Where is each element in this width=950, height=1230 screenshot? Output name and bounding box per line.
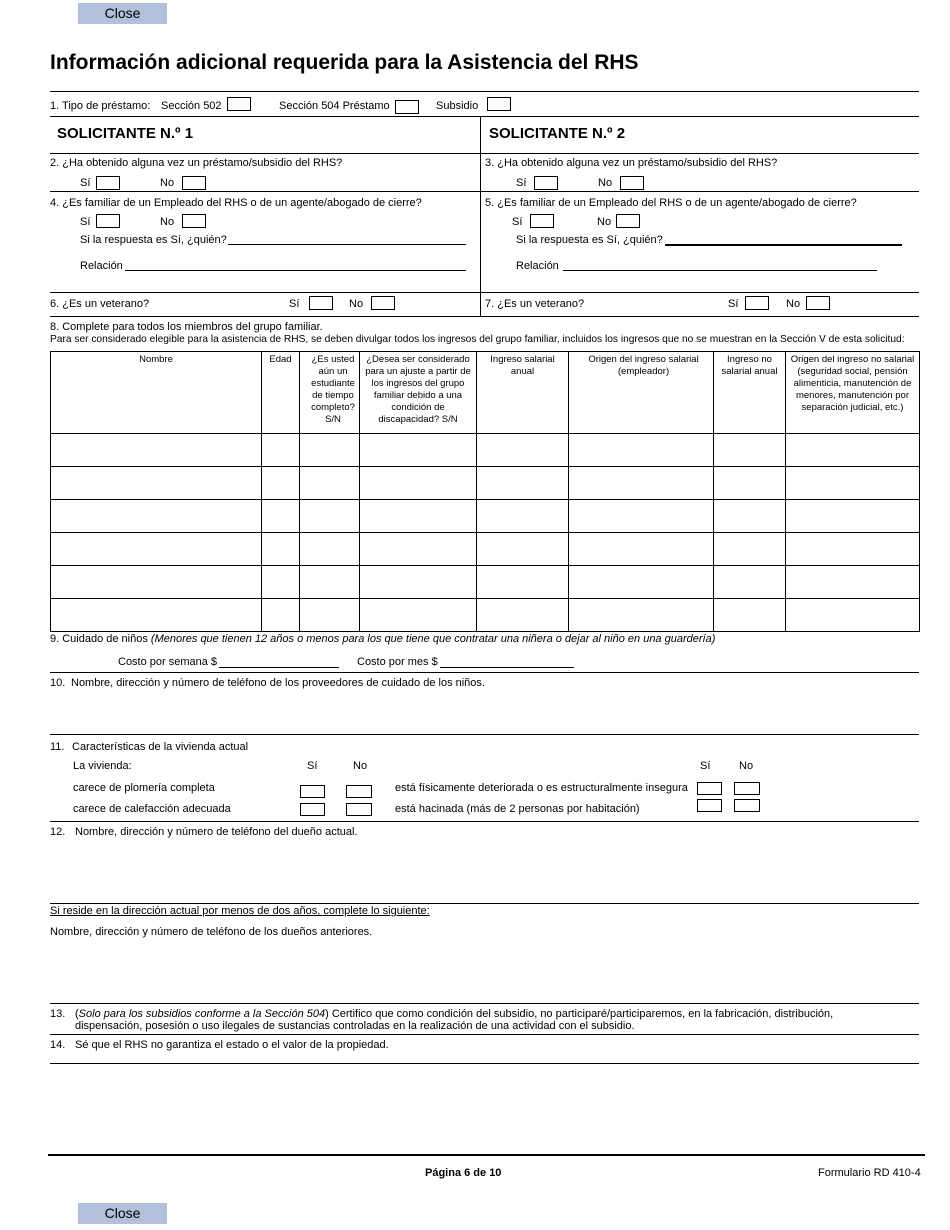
applicant1-header: SOLICITANTE N.º 1: [57, 125, 194, 142]
q4-relation-field[interactable]: [125, 269, 466, 271]
q11-housing-label: La vivienda:: [73, 760, 132, 772]
divider: [50, 191, 919, 192]
q12-note: Si reside en la dirección actual por menos de dos años, complete lo siguiente:: [50, 905, 430, 917]
q11-item3-yes-checkbox[interactable]: [697, 782, 722, 795]
divider: [50, 91, 919, 92]
q3-no-label: No: [598, 177, 613, 189]
divider: [50, 153, 919, 154]
q4-relation-label: Relación: [80, 260, 123, 272]
col-header-age: Edad: [262, 352, 300, 434]
q5-relation-label: Relación: [516, 260, 559, 272]
q5-no-checkbox[interactable]: [616, 214, 640, 228]
q13-line2: dispensación, posesión o uso ilegales de sustancias controladas en la realización de una actividad con el subsidio.: [75, 1020, 635, 1032]
divider: [50, 1034, 919, 1035]
q11-item4-yes-checkbox[interactable]: [697, 799, 722, 812]
q2-yes-label: Sí: [80, 177, 91, 189]
column-divider: [480, 116, 481, 317]
q11-item3-no-checkbox[interactable]: [734, 782, 760, 795]
divider: [50, 292, 919, 293]
q11-item2-yes-checkbox[interactable]: [300, 803, 325, 816]
q2-no-label: No: [160, 177, 175, 189]
divider: [50, 1003, 919, 1004]
q9-label: 9. Cuidado de niños (Menores que tienen 12 años o menos para los que tiene que contratar una niñera o dejar al niño en una guardería): [50, 633, 716, 645]
divider: [50, 903, 919, 904]
col-header-wage-income: Ingreso salarial anual: [477, 352, 569, 434]
q7-label: 7. ¿Es un veterano?: [485, 298, 585, 310]
q5-yes-label: Sí: [512, 216, 523, 228]
q11-item2-label: carece de calefacción adecuada: [73, 803, 231, 815]
q9-month-field[interactable]: [440, 666, 574, 668]
q12-num: 12.: [50, 826, 66, 838]
q9-note: (Menores que tienen 12 años o menos para los que tiene que contratar una niñera o dejar al niño en una guardería): [150, 633, 716, 645]
q11-item1-label: carece de plomería completa: [73, 782, 215, 794]
q1-opt1-label: Sección 502: [161, 100, 222, 112]
q14-label: Sé que el RHS no garantiza el estado o el valor de la propiedad.: [75, 1039, 389, 1051]
q1-opt1-checkbox[interactable]: [227, 97, 251, 111]
divider: [50, 734, 919, 735]
q14-num: 14.: [50, 1039, 66, 1051]
divider: [50, 1063, 919, 1064]
close-button-bottom[interactable]: Close: [78, 1203, 167, 1224]
close-button-top[interactable]: Close: [78, 3, 167, 24]
q1-opt3-label: Subsidio: [436, 100, 479, 112]
q5-label: 5. ¿Es familiar de un Empleado del RHS o de un agente/abogado de cierre?: [485, 197, 857, 209]
q1-opt2-checkbox[interactable]: [395, 100, 419, 114]
q3-label: 3. ¿Ha obtenido alguna vez un préstamo/subsidio del RHS?: [485, 157, 778, 169]
q11-item1-yes-checkbox[interactable]: [300, 785, 325, 798]
q6-yes-checkbox[interactable]: [309, 296, 333, 310]
divider: [50, 821, 919, 822]
q4-no-checkbox[interactable]: [182, 214, 206, 228]
col-header-wage-source: Origen del ingreso salarial (empleador): [569, 352, 714, 434]
table-row: [51, 434, 920, 467]
q4-yes-label: Sí: [80, 216, 91, 228]
q9-month-label: Costo por mes $: [357, 656, 438, 668]
q12-textarea[interactable]: [50, 842, 919, 900]
q6-label: 6. ¿Es un veterano?: [50, 298, 150, 310]
q11-item1-no-checkbox[interactable]: [346, 785, 372, 798]
q5-yes-checkbox[interactable]: [530, 214, 554, 228]
q7-no-checkbox[interactable]: [806, 296, 830, 310]
q11-no-header: No: [353, 760, 368, 772]
divider: [50, 672, 919, 673]
form-number: Formulario RD 410-4: [818, 1167, 921, 1179]
q3-yes-checkbox[interactable]: [534, 176, 558, 190]
q3-yes-label: Sí: [516, 177, 527, 189]
q2-yes-checkbox[interactable]: [96, 176, 120, 190]
q2-no-checkbox[interactable]: [182, 176, 206, 190]
col-header-name: Nombre: [51, 352, 262, 434]
q12-label: Nombre, dirección y número de teléfono del dueño actual.: [75, 826, 358, 838]
q8-line2: Para ser considerado elegible para la asistencia de RHS, se deben divulgar todos los ingresos del grupo familiar, incluidos los ingresos que no se muestran en la Sección V de esta solicitud:: [50, 334, 905, 345]
q8-line1: 8. Complete para todos los miembros del grupo familiar.: [50, 321, 323, 333]
divider: [50, 316, 919, 317]
q11-item3-label: está físicamente deteriorada o es estructuralmente insegura: [395, 782, 688, 794]
q11-yes-header-right: Sí: [700, 760, 711, 772]
q12-prev-textarea[interactable]: [50, 942, 919, 1000]
table-row: [51, 599, 920, 632]
page-title: Información adicional requerida para la Asistencia del RHS: [50, 51, 639, 74]
q13-text: (Solo para los subsidios conforme a la Sección 504) Certifico que como condición del subsidio, no participaré/participaremos, en la fabricación, distribución,: [75, 1008, 834, 1020]
q13-num: 13.: [50, 1008, 66, 1020]
q4-yes-checkbox[interactable]: [96, 214, 120, 228]
q2-label: 2. ¿Ha obtenido alguna vez un préstamo/subsidio del RHS?: [50, 157, 343, 169]
q1-label: 1. Tipo de préstamo:: [50, 100, 151, 112]
q9-week-label: Costo por semana $: [118, 656, 218, 668]
q11-yes-header: Sí: [307, 760, 318, 772]
q5-who-label: Si la respuesta es Sí, ¿quién?: [516, 234, 663, 246]
q5-relation-field[interactable]: [563, 269, 877, 271]
q7-yes-checkbox[interactable]: [745, 296, 769, 310]
q7-no-label: No: [786, 298, 801, 310]
q6-no-checkbox[interactable]: [371, 296, 395, 310]
q1-opt2-label: Sección 504 Préstamo: [279, 100, 390, 112]
col-header-disability: ¿Desea ser considerado para un ajuste a partir de los ingresos del grupo familiar debido a una condición de discapacidad? S/N: [360, 352, 477, 434]
table-row: [51, 533, 920, 566]
q5-no-label: No: [597, 216, 612, 228]
q11-item4-no-checkbox[interactable]: [734, 799, 760, 812]
col-header-nonwage-income: Ingreso no salarial anual: [714, 352, 786, 434]
applicant2-header: SOLICITANTE N.º 2: [489, 125, 626, 142]
q11-num: 11.: [50, 741, 65, 753]
col-header-nonwage-source: Origen del ingreso no salarial (seguridad social, pensión alimenticia, manutención de menores, manutención por separación judicial, etc.): [786, 352, 920, 434]
page-number: Página 6 de 10: [425, 1167, 502, 1179]
q11-no-header-right: No: [739, 760, 754, 772]
q3-no-checkbox[interactable]: [620, 176, 644, 190]
col-header-student: ¿Es usted aún un estudiante de tiempo completo? S/N: [300, 352, 360, 434]
q4-who-label: Si la respuesta es Sí, ¿quién?: [80, 234, 227, 246]
q11-label: Características de la vivienda actual: [72, 741, 249, 753]
q11-item4-label: está hacinada (más de 2 personas por habitación): [395, 803, 640, 815]
table-row: [51, 566, 920, 599]
q10-label: Nombre, dirección y número de teléfono de los proveedores de cuidado de los niños.: [71, 677, 485, 689]
q4-no-label: No: [160, 216, 175, 228]
q10-num: 10.: [50, 677, 66, 689]
q4-label: 4. ¿Es familiar de un Empleado del RHS o de un agente/abogado de cierre?: [50, 197, 422, 209]
table-row: [51, 467, 920, 500]
household-table: [50, 351, 920, 632]
q1-opt3-checkbox[interactable]: [487, 97, 511, 111]
q6-no-label: No: [349, 298, 364, 310]
q4-who-field[interactable]: [228, 243, 466, 245]
footer-rule: [48, 1154, 925, 1156]
q7-yes-label: Sí: [728, 298, 739, 310]
table-row: [51, 500, 920, 533]
q6-yes-label: Sí: [289, 298, 300, 310]
q9-week-field[interactable]: [219, 666, 339, 668]
divider: [50, 116, 919, 117]
q10-textarea[interactable]: [50, 692, 919, 732]
q5-who-field[interactable]: [665, 243, 902, 246]
q12-prev-label: Nombre, dirección y número de teléfono de los dueños anteriores.: [50, 926, 373, 938]
q11-item2-no-checkbox[interactable]: [346, 803, 372, 816]
